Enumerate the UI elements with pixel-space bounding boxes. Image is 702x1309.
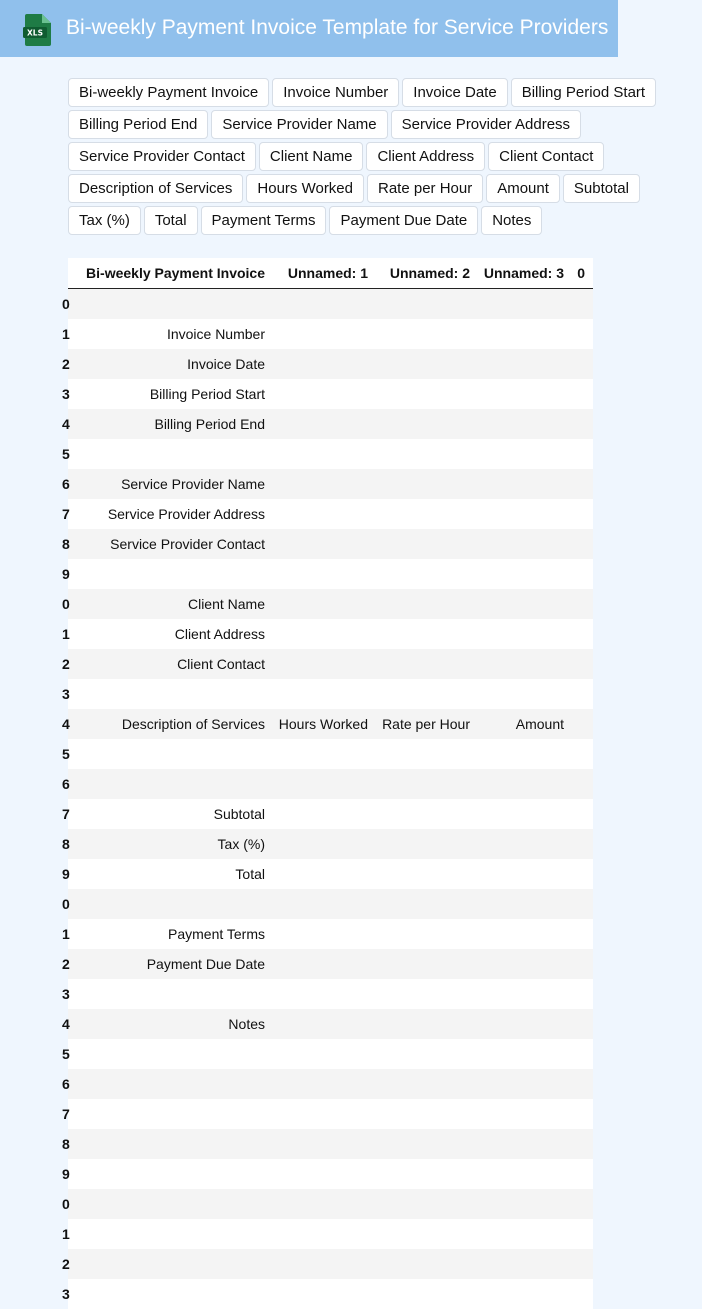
table-cell: Invoice Number: [166, 326, 265, 342]
table-row: [62, 859, 593, 889]
column-chip[interactable]: Service Provider Address: [391, 110, 581, 139]
xls-file-icon: [23, 14, 51, 46]
table-row: [62, 1039, 593, 1069]
table-row: [62, 589, 593, 619]
table-row: [62, 409, 593, 439]
row-index: 2: [62, 656, 70, 672]
column-chip[interactable]: Invoice Number: [272, 78, 399, 107]
row-index: 4: [62, 416, 70, 432]
table-row: [62, 1069, 593, 1099]
column-header[interactable]: Bi-weekly Payment Invoice: [86, 265, 265, 281]
column-chip[interactable]: Invoice Date: [402, 78, 507, 107]
row-index: 9: [62, 1166, 70, 1182]
table-row: [62, 469, 593, 499]
column-chip[interactable]: Bi-weekly Payment Invoice: [68, 78, 269, 107]
table-row: [62, 1129, 593, 1159]
table-row: [62, 379, 593, 409]
row-index: 7: [62, 1106, 70, 1122]
column-chip[interactable]: Subtotal: [563, 174, 640, 203]
row-index: 6: [62, 1076, 70, 1092]
table-cell: Payment Terms: [168, 926, 265, 942]
column-chip[interactable]: Billing Period End: [68, 110, 208, 139]
row-index: 2: [62, 1256, 70, 1272]
column-chip[interactable]: Tax (%): [68, 206, 141, 235]
column-header[interactable]: 0: [577, 265, 585, 281]
table-cell: Subtotal: [213, 806, 265, 822]
row-index: 1: [62, 326, 70, 342]
row-index: 2: [62, 956, 70, 972]
table-row: [62, 1159, 593, 1189]
table-row: [62, 319, 593, 349]
row-index: 8: [62, 536, 70, 552]
table-cell: Billing Period Start: [149, 386, 265, 402]
row-index: 3: [62, 1286, 70, 1302]
data-table: [62, 258, 593, 1302]
table-cell: Service Provider Address: [107, 506, 265, 522]
table-row: [62, 289, 593, 319]
table-row: [62, 649, 593, 679]
row-index: 1: [62, 626, 70, 642]
column-chip[interactable]: Service Provider Name: [211, 110, 387, 139]
row-index: 8: [62, 1136, 70, 1152]
table-cell: Notes: [228, 1016, 265, 1032]
row-index: 6: [62, 476, 70, 492]
table-cell: Client Name: [187, 596, 265, 612]
table-row: [62, 1219, 593, 1249]
table-row: [62, 739, 593, 769]
table-row: [62, 919, 593, 949]
table-row: [62, 889, 593, 919]
table-row: [62, 949, 593, 979]
column-chip[interactable]: Client Address: [366, 142, 485, 171]
column-header[interactable]: Unnamed: 2: [389, 265, 470, 281]
title-bar: [0, 0, 618, 57]
row-index: 1: [62, 926, 70, 942]
table-row: [62, 709, 593, 739]
column-chip[interactable]: Service Provider Contact: [68, 142, 256, 171]
table-row: [62, 829, 593, 859]
table-cell: Total: [235, 866, 265, 882]
column-chip[interactable]: Notes: [481, 206, 542, 235]
column-chip[interactable]: Billing Period Start: [511, 78, 656, 107]
column-header[interactable]: Unnamed: 1: [287, 265, 368, 281]
table-cell: Service Provider Contact: [110, 536, 265, 552]
table-cell: Payment Due Date: [146, 956, 265, 972]
table-cell: Client Address: [174, 626, 265, 642]
table-cell: Hours Worked: [278, 716, 368, 732]
row-index: 3: [62, 386, 70, 402]
column-header[interactable]: Unnamed: 3: [483, 265, 564, 281]
row-index: 9: [62, 566, 70, 582]
table-row: [62, 979, 593, 1009]
row-index: 0: [62, 296, 70, 312]
row-index: 7: [62, 806, 70, 822]
column-chip[interactable]: Total: [144, 206, 198, 235]
row-index: 6: [62, 776, 70, 792]
xls-icon-label: XLS: [27, 28, 43, 38]
row-index: 7: [62, 506, 70, 522]
row-index: 8: [62, 836, 70, 852]
table-row: [62, 499, 593, 529]
table-row: [62, 1249, 593, 1279]
table-row: [62, 1279, 593, 1309]
column-chip[interactable]: Hours Worked: [246, 174, 364, 203]
table-row: [62, 349, 593, 379]
table-row: [62, 679, 593, 709]
table-row: [62, 1189, 593, 1219]
row-index: 1: [62, 1226, 70, 1242]
table-row: [62, 799, 593, 829]
column-chip[interactable]: Client Contact: [488, 142, 604, 171]
table-row: [62, 439, 593, 469]
column-chip[interactable]: Rate per Hour: [367, 174, 483, 203]
row-index: 5: [62, 746, 70, 762]
column-chip[interactable]: Description of Services: [68, 174, 243, 203]
table-cell: Description of Services: [121, 716, 265, 732]
column-chip[interactable]: Payment Due Date: [329, 206, 478, 235]
column-chip-list: [68, 78, 658, 235]
table-cell: Amount: [515, 716, 564, 732]
row-index: 5: [62, 1046, 70, 1062]
table-cell: Tax (%): [217, 836, 265, 852]
row-index: 0: [62, 896, 70, 912]
row-index: 0: [62, 596, 70, 612]
column-chip[interactable]: Payment Terms: [201, 206, 327, 235]
column-chip[interactable]: Amount: [486, 174, 560, 203]
table-cell: Billing Period End: [154, 416, 265, 432]
table-header: [68, 258, 593, 289]
table-cell: Client Contact: [177, 656, 265, 672]
row-index: 5: [62, 446, 70, 462]
table-row: [62, 1009, 593, 1039]
table-cell: Service Provider Name: [121, 476, 265, 492]
table-row: [62, 1099, 593, 1129]
table-cell: Invoice Date: [187, 356, 265, 372]
table-cell: Rate per Hour: [382, 716, 470, 732]
table-row: [62, 559, 593, 589]
page-title: Bi-weekly Payment Invoice Template for Service Providers: [66, 16, 609, 39]
table-row: [62, 769, 593, 799]
row-index: 3: [62, 686, 70, 702]
row-index: 3: [62, 986, 70, 1002]
row-index: 4: [62, 716, 70, 732]
column-chip[interactable]: Client Name: [259, 142, 364, 171]
table-row: [62, 619, 593, 649]
row-index: 2: [62, 356, 70, 372]
row-index: 4: [62, 1016, 70, 1032]
table-row: [62, 529, 593, 559]
row-index: 0: [62, 1196, 70, 1212]
row-index: 9: [62, 866, 70, 882]
